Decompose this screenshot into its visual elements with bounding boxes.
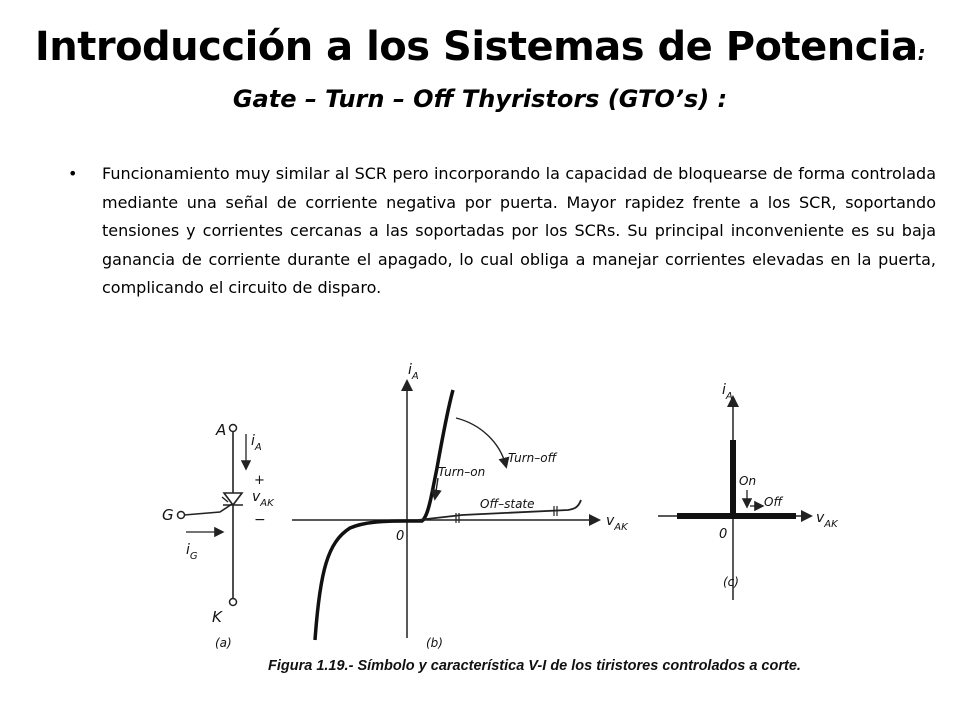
thyristor-triangle — [224, 493, 242, 505]
anode-current-label: $i_A$ — [251, 433, 262, 453]
gto-figure — [150, 350, 870, 690]
c-origin-label: 0 — [719, 527, 728, 542]
slide-title — [0, 20, 960, 80]
panel-b-label: (b) — [426, 636, 443, 650]
gate-terminal — [178, 512, 185, 519]
bullet-paragraph: Funcionamiento muy similar al SCR pero incorporando la capacidad de bloquearse de forma controlada mediante una señal de corriente negativa por puerta. Mayor rapidez frente a los SCR, soportando tensiones y corrientes cercanas a las soportadas por los SCRs. Su principal inconveniente es su baja ganancia de corriente durante el apagado, lo cual obliga a manejar corrientes elevadas en la puerta, complicando el circuito de disparo. — [102, 164, 936, 298]
b-turn-off-label: Turn–off — [508, 451, 557, 465]
b-y-axis-label: $i_A$ — [408, 362, 419, 382]
c-x-axis-label: $v_{AK}$ — [816, 510, 838, 530]
gate-label: G — [162, 506, 174, 524]
slide-title-text: Introducción a los Sistemas de Potencia — [34, 24, 918, 70]
bullet-marker: • — [68, 164, 78, 183]
plus-sign: + — [254, 473, 265, 488]
minus-sign: − — [254, 512, 266, 528]
anode-terminal — [230, 425, 237, 432]
b-turn-on-label: Turn–on — [438, 465, 486, 479]
title-block — [0, 20, 960, 116]
gate-current-label: $i_G$ — [186, 542, 198, 562]
b-main-curve — [315, 390, 453, 640]
slide-subtitle: Gate – Turn – Off Thyristors (GTO’s) : — [232, 85, 728, 113]
anode-label: A — [216, 421, 227, 439]
figure-caption: Figura 1.19.- Símbolo y característica V-I de los tiristores controlados a corte. — [268, 658, 801, 674]
gto-figure-svg — [150, 350, 870, 690]
panel-c-label: (c) — [723, 575, 739, 589]
b-origin-label: 0 — [396, 529, 405, 544]
b-turn-off-arrow — [456, 418, 506, 466]
panel-a-symbol — [162, 421, 275, 650]
slide-title-colon: : — [917, 41, 926, 65]
b-off-state-label: Off–state — [480, 497, 535, 511]
c-on-label: On — [739, 474, 757, 488]
panel-a-label: (a) — [215, 636, 232, 650]
panel-c-ideal — [658, 382, 839, 600]
cathode-terminal — [230, 599, 237, 606]
panel-b-characteristic — [292, 362, 629, 650]
cathode-label: K — [212, 608, 222, 626]
voltage-label: $v_{AK}$ — [252, 489, 274, 509]
c-y-axis-label: $i_A$ — [722, 382, 733, 402]
b-x-axis-label: $v_{AK}$ — [606, 513, 628, 533]
c-off-label: Off — [764, 495, 783, 509]
